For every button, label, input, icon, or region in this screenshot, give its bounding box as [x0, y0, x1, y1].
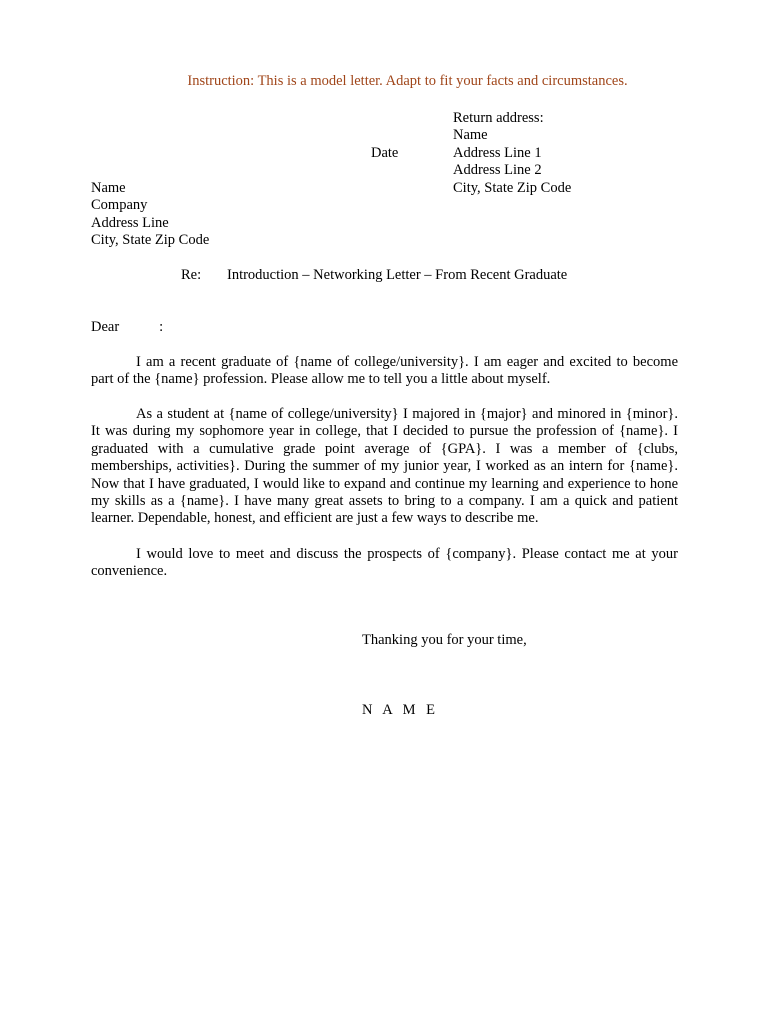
- recipient-address: Address Line: [91, 214, 169, 231]
- letter-date: Date: [371, 145, 399, 161]
- subject-line: Introduction – Networking Letter – From Recent Graduate: [227, 267, 568, 283]
- body-paragraph-2: As a student at {name of college/university} I majored in {major} and minored in {minor}. It was during my sophomore year in college, that I decided to pursue the profession of {name}. I graduated with a cumulative grade point average of {GPA}. I was a member of {clubs, memberships, activities}. During the summer of my junior year, I worked as an intern for {name}. Now that I have graduated, I would like to expand and continue my learning and experience to hone my skills as a {name}. I have many great assets to bring to a company. I am a quick and patient learner. Dependable, honest, and efficient are just a few ways to describe me.: [91, 406, 678, 527]
- body-paragraph-3: I would love to meet and discuss the prospects of {company}. Please contact me at your convenience.: [91, 546, 678, 580]
- salutation: [91, 319, 163, 336]
- recipient-name: Name: [91, 180, 126, 196]
- return-address-block: [453, 110, 571, 197]
- return-address-name: Name: [453, 127, 488, 144]
- instruction-note: Instruction: This is a model letter. Adapt to fit your facts and circumstances.: [187, 73, 628, 89]
- closing-line: Thanking you for your time,: [362, 632, 527, 648]
- return-address-city-state-zip: City, State Zip Code: [453, 179, 572, 196]
- return-address-line1: Address Line 1: [453, 144, 542, 161]
- salutation-colon: :: [159, 319, 164, 335]
- return-address-heading: Return address:: [453, 110, 544, 126]
- subject-label: Re:: [181, 267, 202, 283]
- return-address-line2: Address Line 2: [453, 162, 542, 179]
- recipient-address-block: [91, 180, 209, 250]
- salutation-dear: Dear: [91, 319, 120, 335]
- body-paragraph-1: I am a recent graduate of {name of college/university}. I am eager and excited to become part of the {name} profession. Please allow me to tell you a little about myself.: [91, 354, 678, 388]
- recipient-company: Company: [91, 197, 148, 214]
- signature-name: N A M E: [362, 702, 439, 718]
- recipient-city-state-zip: City, State Zip Code: [91, 232, 210, 249]
